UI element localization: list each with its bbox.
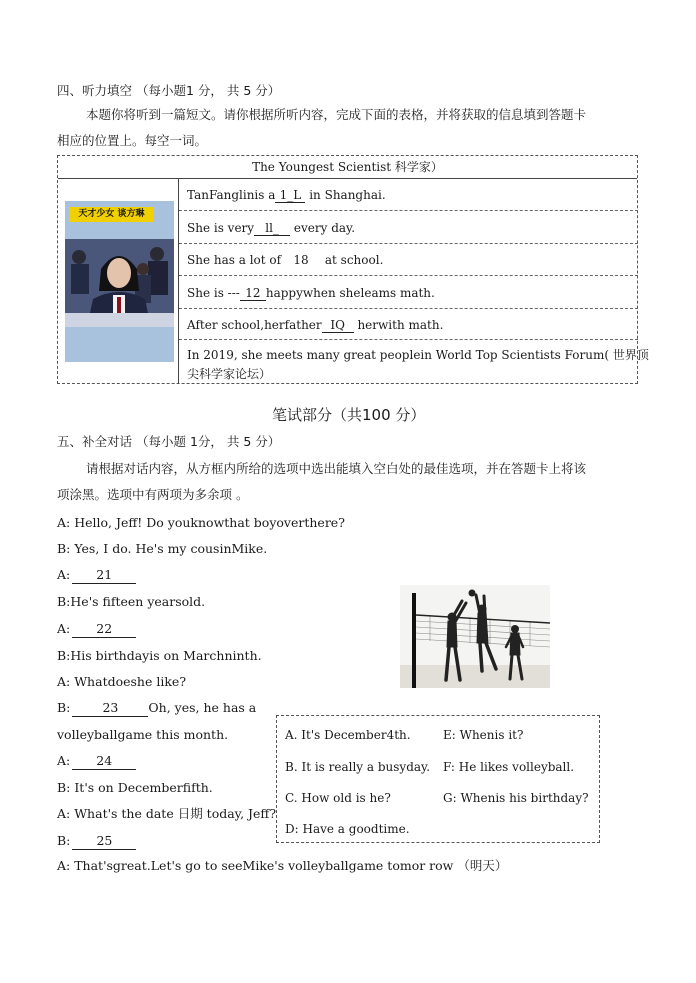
written-section-title: 笔试部分（共100 分） — [272, 406, 426, 424]
scientist-photo — [65, 201, 174, 362]
option-a[interactable]: A. It's December4th. — [285, 728, 411, 742]
table-row-1: TanFanglinis a 1_L in Shanghai. — [187, 188, 386, 202]
table-title-divider — [58, 178, 637, 179]
row-divider — [179, 339, 638, 340]
dialogue-line-1: A: Hello, Jeff! Do youknowthat boyoverthere? — [57, 515, 345, 530]
blank-24[interactable]: 24 — [72, 753, 136, 770]
dialogue-line-5: A: 22 — [57, 621, 136, 638]
options-box — [276, 715, 600, 843]
section4-instruction-line2: 相应的位置上。每空一词。 — [57, 133, 208, 148]
table-row-5: After school,herfather IQ herwith math. — [187, 318, 444, 332]
option-g[interactable]: G: Whenis his birthday? — [443, 791, 589, 805]
dialogue-line-12: A: What's the date 日期 today, Jeff? — [57, 806, 277, 821]
option-b[interactable]: B. It is really a busyday. — [285, 760, 431, 774]
row-divider — [179, 210, 638, 211]
volleyball-image — [400, 585, 550, 688]
dialogue-line-10: A: 24 — [57, 753, 136, 770]
dialogue-line-11: B: It's on Decemberfifth. — [57, 780, 213, 795]
table-row-4: She is --- 12 happywhen sheleams math. — [187, 286, 435, 300]
dialogue-line-2: B: Yes, I do. He's my cousinMike. — [57, 541, 268, 556]
section5-instruction-line2: 项涂黑。选项中有两项为多余项 。 — [57, 487, 249, 502]
table-row-2: She is very ll_ every day. — [187, 221, 356, 235]
option-e[interactable]: E: Whenis it? — [443, 728, 524, 742]
blank-23[interactable]: 23 — [72, 700, 148, 717]
dialogue-line-6: B:His birthdayis on Marchninth. — [57, 648, 262, 663]
section5-instruction-line1: 请根据对话内容，从方框内所给的选项中选出能填入空白处的最佳选项，并在答题卡上将该 — [86, 461, 587, 476]
dialogue-line-13: B: 25 — [57, 833, 136, 850]
volleyball-players-icon — [400, 585, 550, 688]
row-divider — [179, 308, 638, 309]
photo-scene — [65, 239, 174, 327]
table-row-6-line1: In 2019, she meets many great peoplein World Top Scientists Forum( 世界顶 — [187, 348, 649, 362]
dialogue-line-7: A: Whatdoeshe like? — [57, 674, 187, 689]
blank-22[interactable]: 22 — [72, 621, 136, 638]
table-row-6-line2: 尖科学家论坛） — [187, 367, 272, 381]
table-column-divider — [178, 178, 179, 384]
row-divider — [179, 243, 638, 244]
table-title: The Youngest Scientist 科学家） — [252, 160, 443, 174]
table-row-3: She has a lot of 18 at school. — [187, 253, 384, 267]
section4-instruction-line1: 本题你将听到一篇短文。请你根据所听内容，完成下面的表格，并将获取的信息填到答题卡 — [86, 107, 587, 122]
option-c[interactable]: C. How old is he? — [285, 791, 391, 805]
dialogue-line-4: B:He's fifteen yearsold. — [57, 594, 206, 609]
section5-heading: 五、补全对话 （每小题 1分， 共 5 分） — [57, 434, 281, 449]
dialogue-line-3: A: 21 — [57, 567, 136, 584]
dialogue-line-8: B: 23 Oh, yes, he has a — [57, 700, 257, 715]
option-f[interactable]: F: He likes volleyball. — [443, 760, 575, 774]
dialogue-line-9: volleyballgame this month. — [57, 727, 229, 742]
blank-25[interactable]: 25 — [72, 833, 136, 850]
option-d[interactable]: D: Have a goodtime. — [285, 822, 410, 836]
row-divider — [179, 275, 638, 276]
photo-caption: 天才少女 谈方琳 — [69, 207, 154, 222]
girl-portrait-icon — [65, 239, 174, 327]
section4-heading: 四、听力填空 （每小题1 分， 共 5 分） — [57, 83, 281, 98]
dialogue-line-14: A: That'sgreat.Let's go to seeMike's volleyballgame tomor row （明天） — [57, 858, 508, 873]
blank-21[interactable]: 21 — [72, 567, 136, 584]
